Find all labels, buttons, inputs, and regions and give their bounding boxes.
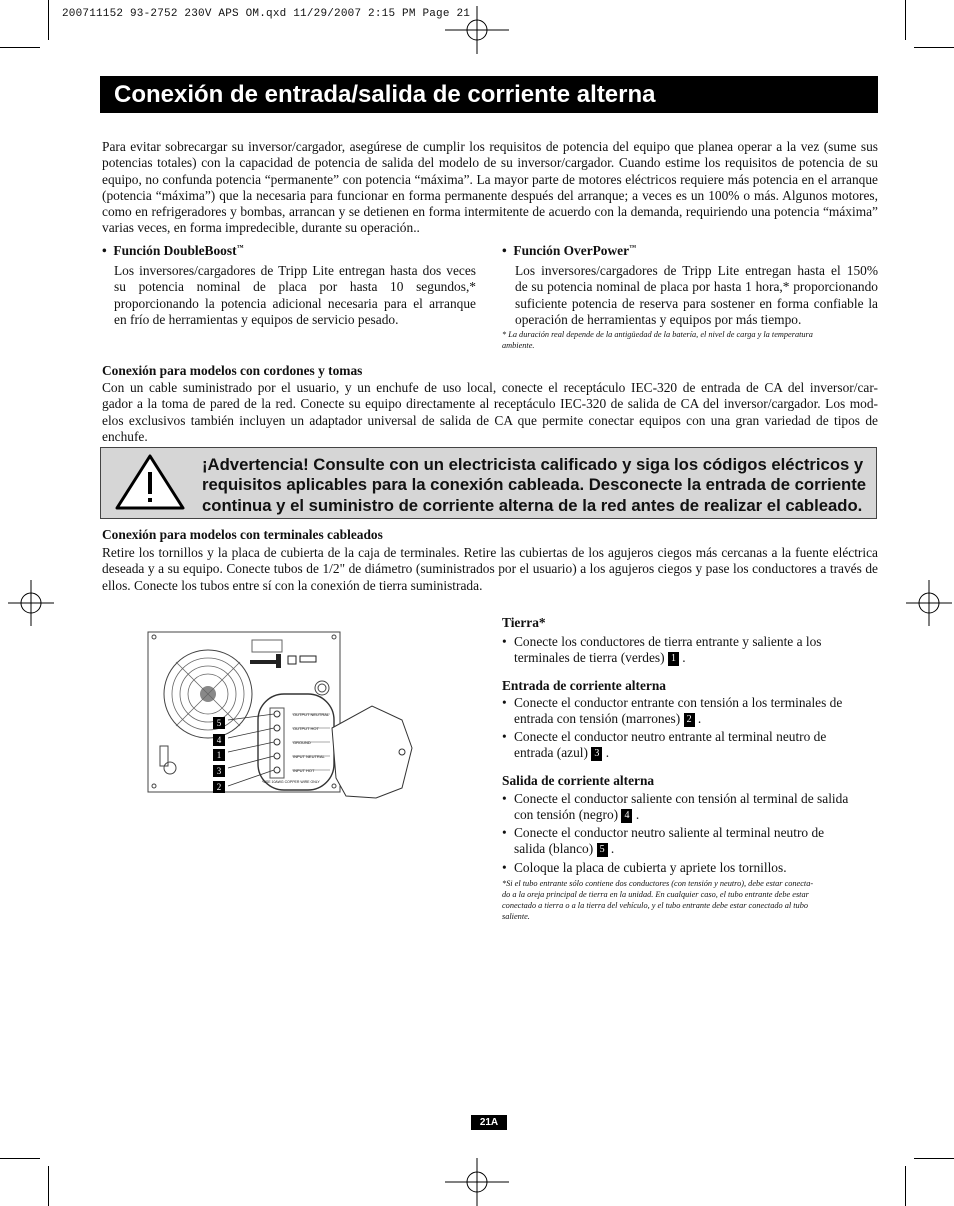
terminal-label: *USE 10AWG COPPER WIRE ONLY (262, 780, 320, 784)
text-span: salida (blanco) (514, 841, 594, 857)
text-span: entrada con tensión (marrones) (514, 711, 681, 727)
callout-2: 2 (213, 781, 225, 793)
ac-input-heading: Entrada de corriente alterna (502, 678, 666, 693)
text-line: Con un cable suministrado por el usuario, y un enchufe de uso local, conecte el receptáculo IEC-320 de entrada de CA del inversor/car- (102, 380, 878, 395)
crop-mark (914, 47, 954, 48)
bullet: • (502, 634, 507, 649)
bullet: • (502, 825, 507, 840)
note-line: conectado a tierra o a la tierra del vehículo, y el tubo entrante debe estar conectado al tubo (502, 901, 808, 910)
text-line: en frío de herramientas y equipos de servicio pesado. (114, 311, 399, 327)
text-line: Conecte los conductores de tierra entrante y saliente a los (514, 634, 822, 649)
crop-mark (914, 1158, 954, 1159)
crop-mark (905, 0, 906, 40)
text-line: de su potencia nominal de placa por hasta 1 hora,* proporcionando (515, 279, 878, 295)
text-line: enchufe. (102, 428, 148, 444)
text-span: . (697, 711, 702, 727)
text-line: Conecte el conductor neutro entrante al terminal neutro de (514, 729, 827, 744)
text-line: Conecte el conductor saliente con tensión al terminal de salida (514, 791, 849, 806)
crop-mark (48, 1166, 49, 1206)
note-line: *Si el tubo entrante sólo contiene dos conductores (con tensión y neutro), debe estar conecta- (502, 879, 814, 888)
text-line: potencias totales) con la capacidad de potencia de salida del modelo de su inversor/cargador. Cuando estime los requisitos de potencia de su (102, 155, 878, 171)
terminal-number-badge: 4 (621, 809, 632, 823)
ac-output-footnote (502, 878, 878, 922)
text-line (514, 650, 822, 666)
ac-output-heading: Salida de corriente alterna (502, 773, 655, 788)
crop-mark (0, 47, 40, 48)
text-line: (potencia “máxima”) que la necesaria para funcionar en forma permanente después del arranque; a veces es un 100% o más. Algunos motores, (102, 187, 878, 203)
text-line: operación de herramientas y equipos por más tiempo. (515, 311, 802, 327)
text-line (514, 841, 824, 857)
text-line (514, 807, 848, 823)
bullet: • (502, 243, 507, 258)
text-line: equipo, no confunda potencia “permanente” con potencia “máxima”. La mayor parte de motores eléctricos requiere más potencia en el arranque (102, 171, 878, 187)
hardwire-paragraph (102, 545, 878, 594)
terminal-label: OUTPUT HOT (293, 726, 319, 731)
terminal-label: INPUT HOT (293, 768, 315, 773)
note-line: ambiente. (502, 341, 535, 350)
text-line: su potencia nominal de placa por hasta 10 segundos,* (114, 279, 476, 295)
doubleboost-heading (102, 243, 244, 259)
text-line (514, 711, 842, 727)
trademark: ™ (629, 243, 637, 252)
bullet-text (514, 860, 787, 876)
callout-1: 1 (213, 749, 225, 761)
bullet-text (514, 729, 826, 762)
terminal-label: INPUT NEUTRAL (293, 754, 325, 759)
terminal-number-badge: 2 (684, 713, 695, 727)
warning-line: continua y el suministro de corriente alterna de la red antes de realizar el cableado. (202, 495, 863, 515)
bullet-text (514, 695, 842, 728)
callout-4: 4 (213, 734, 225, 746)
warning-line: requisitos aplicables para la conexión cableada. Desconecte la entrada de corriente (202, 475, 867, 495)
page-number: 21A (471, 1115, 507, 1130)
warning-text (202, 455, 872, 516)
overpower-heading (502, 243, 636, 259)
bullet-text (514, 825, 824, 858)
callout-5: 5 (213, 717, 225, 729)
note-line: saliente. (502, 912, 530, 921)
terminal-number-badge: 5 (597, 843, 608, 857)
terminal-label: GROUND (293, 740, 311, 745)
text-line: Los inversores/cargadores de Tripp Lite entregan hasta dos veces (114, 263, 476, 278)
bullet: • (502, 729, 507, 744)
bullet: • (502, 695, 507, 710)
bullet: • (102, 243, 107, 258)
crop-mark (905, 1166, 906, 1206)
text-span: . (682, 650, 686, 666)
bullet-text (514, 791, 848, 824)
registration-mark-left (8, 580, 54, 626)
text-line: Los inversores/cargadores de Tripp Lite entregan hasta el 150% (515, 263, 878, 278)
crop-mark (0, 1158, 40, 1159)
text-line: Coloque la placa de cubierta y apriete los tornillos. (514, 860, 787, 875)
page-title: Conexión de entrada/salida de corriente alterna (100, 76, 878, 113)
text-span: con tensión (negro) (514, 807, 619, 823)
intro-paragraph (102, 139, 878, 237)
bullet: • (502, 860, 507, 875)
text-line: gador a la toma de pared de la red. Conecte su equipo directamente al receptáculo IEC-320 de salida de CA del inversor/cargador. Los mod- (102, 396, 878, 412)
text-span: entrada (azul) (514, 745, 588, 761)
wiring-diagram (140, 628, 430, 808)
overpower-body (515, 263, 878, 328)
trademark: ™ (236, 243, 244, 252)
callout-3: 3 (213, 765, 225, 777)
text-line: elos exclusivos también incluyen un adaptador universal de salida de CA que permite conectar equipos con una gran variedad de tipos de (102, 412, 878, 428)
terminal-number-badge: 1 (668, 652, 679, 666)
text-span: . (605, 745, 610, 761)
text-span: terminales de tierra (verdes) (514, 650, 665, 666)
text-line: Para evitar sobrecargar su inversor/cargador, asegúrese de cumplir los requisitos de potencia del equipo que planea operar a la vez (sume sus (102, 139, 878, 154)
text-line: Conecte el conductor entrante con tensión a los terminales de (514, 695, 843, 710)
text-line: Conecte el conductor neutro saliente al terminal neutro de (514, 825, 825, 840)
heading-text: Función DoubleBoost (113, 243, 237, 258)
text-line: varias veces, en forma impredecible, durante su operación.. (102, 220, 420, 236)
doubleboost-body (114, 263, 476, 328)
registration-mark-right (906, 580, 952, 626)
text-line: ellos. Conecte los tubos entre sí con la conexión de tierra suministrada. (102, 577, 483, 593)
registration-mark-bottom (445, 1158, 509, 1206)
warning-line: ¡Advertencia! Consulte con un electricista calificado y siga los códigos eléctricos y (202, 455, 864, 474)
text-span: . (635, 807, 640, 823)
print-header-meta: 200711152 93-2752 230V APS OM.qxd 11/29/2007 2:15 PM Page 21 (62, 8, 471, 20)
text-line (514, 745, 826, 761)
note-line: do a la oreja principal de tierra en la unidad. En cualquier caso, el tubo entrante debe estar (502, 890, 809, 899)
hardwire-heading: Conexión para modelos con terminales cableados (102, 527, 383, 542)
text-line: proporcionando la potencia adicional necesaria para el arranque (114, 295, 476, 311)
crop-mark (48, 0, 49, 40)
text-line: suficiente potencia de reserva para sostener en forma confiable la (515, 295, 878, 311)
text-line: Retire los tornillos y la placa de cubierta de la caja de terminales. Retire las cubiertas de los agujeros ciegos más cercanas a la fuente eléctrica (102, 545, 878, 560)
bullet-text (514, 634, 822, 667)
heading-text: Función OverPower (513, 243, 630, 258)
text-span: . (610, 841, 615, 857)
text-line: deseada y a su equipo. Conecte tubos de 1/2" de diámetro (suministrados por el usuario) a los agujeros ciegos y pase los conductores a través de (102, 561, 878, 577)
text-line: como en refrigeradores y bombas, arrancan y se detienen en forma intermitente de acuerdo con la demanda, requiriendo una potencia “máxima” (102, 204, 878, 220)
bullet: • (502, 791, 507, 806)
terminal-number-badge: 3 (591, 747, 602, 761)
note-line: * La duración real depende de la antigüedad de la batería, el nivel de carga y la temperatura (502, 330, 813, 339)
overpower-footnote (502, 329, 878, 351)
cords-paragraph (102, 380, 878, 445)
warning-triangle-icon (114, 452, 186, 512)
terminal-label: OUTPUT NEUTRAL (293, 712, 330, 717)
cords-heading: Conexión para modelos con cordones y tomas (102, 363, 363, 378)
ground-heading: Tierra* (502, 615, 546, 630)
